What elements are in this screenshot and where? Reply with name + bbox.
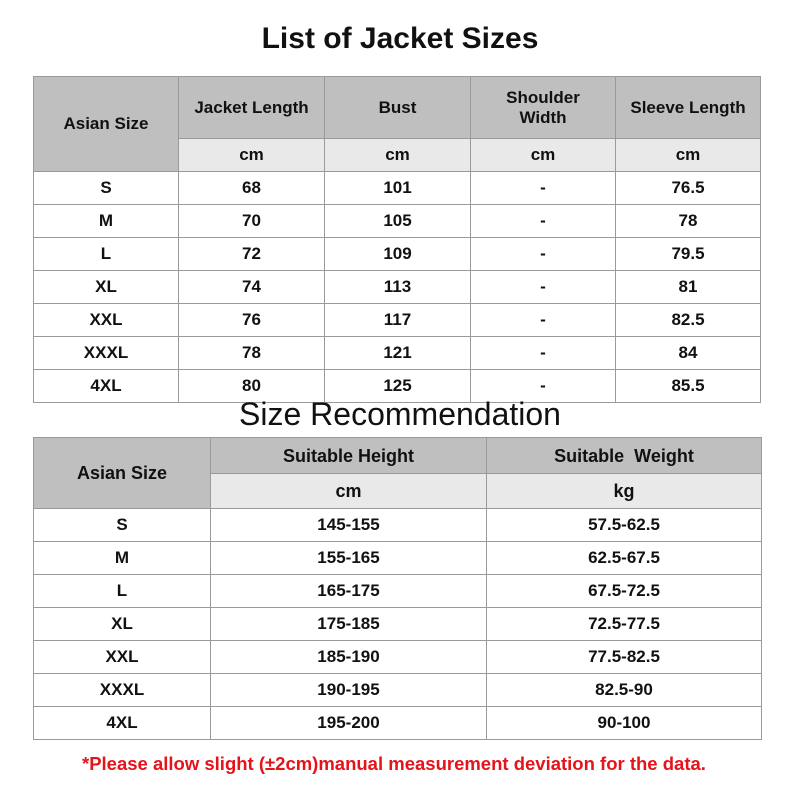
value-cell: 82.5 — [616, 304, 761, 337]
value-cell: 70 — [179, 205, 325, 238]
value-cell: 185-190 — [211, 641, 487, 674]
value-cell: 84 — [616, 337, 761, 370]
column-header: Bust — [325, 77, 471, 139]
unit-cell: cm — [211, 474, 487, 509]
value-cell: 105 — [325, 205, 471, 238]
size-cell: XL — [34, 608, 211, 641]
size-recommendation-table — [33, 437, 762, 740]
value-cell: - — [471, 304, 616, 337]
size-cell: S — [34, 509, 211, 542]
table-row — [34, 238, 761, 271]
value-cell: 82.5-90 — [487, 674, 762, 707]
table-row — [34, 641, 762, 674]
value-cell: - — [471, 370, 616, 403]
value-cell: - — [471, 205, 616, 238]
table-row — [34, 304, 761, 337]
value-cell: 57.5-62.5 — [487, 509, 762, 542]
value-cell: 76 — [179, 304, 325, 337]
value-cell: 78 — [179, 337, 325, 370]
size-column-header: Asian Size — [34, 77, 179, 172]
value-cell: 78 — [616, 205, 761, 238]
unit-cell: cm — [616, 139, 761, 172]
table-row — [34, 542, 762, 575]
table-row — [34, 205, 761, 238]
measurement-deviation-note: *Please allow slight (±2cm)manual measurement deviation for the data. — [82, 753, 706, 774]
table-header-row — [34, 77, 761, 139]
value-cell: 74 — [179, 271, 325, 304]
table-row — [34, 337, 761, 370]
value-cell: 113 — [325, 271, 471, 304]
column-header: Shoulder Width — [471, 77, 616, 139]
value-cell: 68 — [179, 172, 325, 205]
value-cell: - — [471, 337, 616, 370]
column-header: Jacket Length — [179, 77, 325, 139]
value-cell: 117 — [325, 304, 471, 337]
unit-cell: cm — [471, 139, 616, 172]
column-header: Suitable Height — [211, 438, 487, 474]
size-recommendation-title: Size Recommendation — [239, 396, 561, 432]
column-header: Suitable Weight — [487, 438, 762, 474]
value-cell: 145-155 — [211, 509, 487, 542]
value-cell: 195-200 — [211, 707, 487, 740]
column-header: Sleeve Length — [616, 77, 761, 139]
size-cell: XXXL — [34, 337, 179, 370]
value-cell: 155-165 — [211, 542, 487, 575]
jacket-sizes-title: List of Jacket Sizes — [261, 22, 539, 55]
size-cell: XXL — [34, 304, 179, 337]
value-cell: 72.5-77.5 — [487, 608, 762, 641]
value-cell: 175-185 — [211, 608, 487, 641]
size-cell: 4XL — [34, 370, 179, 403]
size-column-header: Asian Size — [34, 438, 211, 509]
size-cell: L — [34, 575, 211, 608]
size-cell: M — [34, 205, 179, 238]
unit-cell: cm — [179, 139, 325, 172]
table-row — [34, 172, 761, 205]
value-cell: 85.5 — [616, 370, 761, 403]
value-cell: 62.5-67.5 — [487, 542, 762, 575]
value-cell: 80 — [179, 370, 325, 403]
value-cell: 190-195 — [211, 674, 487, 707]
value-cell: 109 — [325, 238, 471, 271]
value-cell: - — [471, 271, 616, 304]
size-cell: S — [34, 172, 179, 205]
table-row — [34, 608, 762, 641]
value-cell: 121 — [325, 337, 471, 370]
unit-cell: cm — [325, 139, 471, 172]
value-cell: 67.5-72.5 — [487, 575, 762, 608]
size-cell: M — [34, 542, 211, 575]
value-cell: 76.5 — [616, 172, 761, 205]
value-cell: 72 — [179, 238, 325, 271]
size-cell: XXXL — [34, 674, 211, 707]
value-cell: 101 — [325, 172, 471, 205]
value-cell: 81 — [616, 271, 761, 304]
size-cell: L — [34, 238, 179, 271]
size-cell: XL — [34, 271, 179, 304]
jacket-size-table — [33, 76, 761, 403]
value-cell: 77.5-82.5 — [487, 641, 762, 674]
value-cell: 125 — [325, 370, 471, 403]
size-cell: XXL — [34, 641, 211, 674]
unit-cell: kg — [487, 474, 762, 509]
value-cell: 79.5 — [616, 238, 761, 271]
value-cell: - — [471, 238, 616, 271]
table-row — [34, 509, 762, 542]
size-cell: 4XL — [34, 707, 211, 740]
table-row — [34, 575, 762, 608]
value-cell: - — [471, 172, 616, 205]
value-cell: 90-100 — [487, 707, 762, 740]
table-row — [34, 674, 762, 707]
table-header-row — [34, 438, 762, 474]
table-row — [34, 707, 762, 740]
value-cell: 165-175 — [211, 575, 487, 608]
table-row — [34, 271, 761, 304]
